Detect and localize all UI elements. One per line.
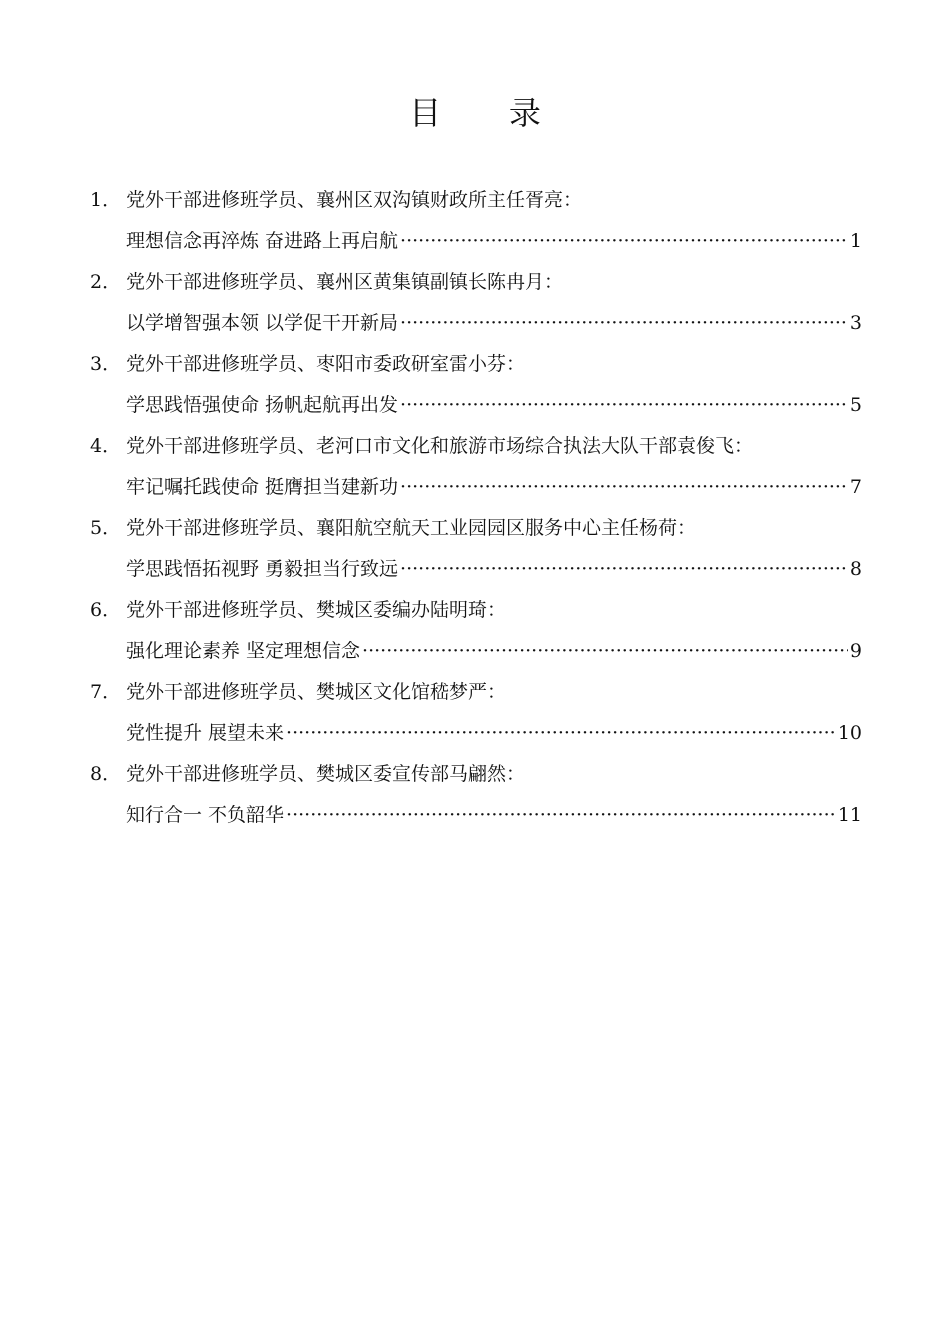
toc-entry-number: 6．	[90, 599, 122, 621]
dot-leader	[400, 221, 848, 262]
toc-entry	[90, 672, 862, 754]
toc-entry-heading	[90, 344, 862, 385]
toc-entry-heading-text: 党外干部进修班学员、老河口市文化和旅游市场综合执法大队干部袁俊飞：	[126, 435, 754, 457]
toc-title: 目 录	[409, 94, 570, 132]
toc-entry-number: 1．	[90, 189, 122, 211]
toc-entry-number: 8．	[90, 763, 122, 785]
toc-entry-number: 5．	[90, 517, 122, 539]
table-of-contents	[90, 180, 862, 836]
toc-entry-subtitle-line[interactable]	[90, 221, 862, 262]
toc-entry-subtitle: 强化理论素养 坚定理想信念	[126, 640, 361, 662]
toc-entry-page-number: 9	[849, 640, 862, 662]
toc-entry-heading-text: 党外干部进修班学员、襄阳航空航天工业园园区服务中心主任杨荷：	[126, 517, 697, 539]
dot-leader	[400, 549, 848, 590]
toc-entry-page-number: 3	[849, 312, 862, 334]
toc-entry-heading-text: 党外干部进修班学员、樊城区文化馆嵇梦严：	[126, 681, 507, 703]
toc-entry	[90, 180, 862, 262]
toc-entry-heading-text: 党外干部进修班学员、枣阳市委政研室雷小芬：	[126, 353, 526, 375]
toc-entry-subtitle-line[interactable]	[90, 713, 862, 754]
toc-entry-heading	[90, 262, 862, 303]
toc-entry-page-number: 1	[849, 230, 862, 252]
toc-entry	[90, 754, 862, 836]
toc-entry-page-number: 10	[837, 722, 862, 744]
toc-entry-subtitle: 以学增智强本领 以学促干开新局	[126, 312, 399, 334]
dot-leader	[400, 303, 848, 344]
toc-entry	[90, 344, 862, 426]
toc-entry-heading-text: 党外干部进修班学员、樊城区委编办陆明琦：	[126, 599, 507, 621]
toc-entry-heading	[90, 590, 862, 631]
toc-entry	[90, 262, 862, 344]
dot-leader	[362, 631, 848, 672]
dot-leader	[400, 385, 848, 426]
toc-entry-subtitle: 党性提升 展望未来	[126, 722, 285, 744]
toc-entry	[90, 590, 862, 672]
toc-entry-number: 4．	[90, 435, 122, 457]
toc-entry-number: 3．	[90, 353, 122, 375]
dot-leader	[400, 467, 848, 508]
dot-leader	[286, 795, 836, 836]
toc-entry-heading	[90, 672, 862, 713]
toc-entry-heading-text: 党外干部进修班学员、襄州区黄集镇副镇长陈冉月：	[126, 271, 564, 293]
toc-entry-number: 2．	[90, 271, 122, 293]
toc-entry	[90, 508, 862, 590]
toc-entry-subtitle-line[interactable]	[90, 549, 862, 590]
toc-entry-subtitle-line[interactable]	[90, 303, 862, 344]
dot-leader	[286, 713, 836, 754]
toc-entry-page-number: 5	[849, 394, 862, 416]
toc-entry-subtitle: 学思践悟强使命 扬帆起航再出发	[126, 394, 399, 416]
toc-entry-page-number: 8	[849, 558, 862, 580]
toc-entry-page-number: 11	[837, 804, 862, 826]
toc-entry-subtitle-line[interactable]	[90, 467, 862, 508]
toc-entry-subtitle: 学思践悟拓视野 勇毅担当行致远	[126, 558, 399, 580]
toc-entry-heading	[90, 754, 862, 795]
toc-entry-subtitle-line[interactable]	[90, 795, 862, 836]
toc-entry-subtitle: 知行合一 不负韶华	[126, 804, 285, 826]
toc-entry-heading	[90, 508, 862, 549]
toc-entry	[90, 426, 862, 508]
toc-entry-heading	[90, 180, 862, 221]
toc-entry-heading-text: 党外干部进修班学员、襄州区双沟镇财政所主任胥亮：	[126, 189, 583, 211]
toc-entry-subtitle: 理想信念再淬炼 奋进路上再启航	[126, 230, 399, 252]
toc-entry-heading-text: 党外干部进修班学员、樊城区委宣传部马翩然：	[126, 763, 526, 785]
toc-entry-page-number: 7	[849, 476, 862, 498]
toc-entry-subtitle: 牢记嘱托践使命 挺膺担当建新功	[126, 476, 399, 498]
toc-entry-number: 7．	[90, 681, 122, 703]
toc-entry-heading	[90, 426, 862, 467]
toc-entry-subtitle-line[interactable]	[90, 631, 862, 672]
toc-entry-subtitle-line[interactable]	[90, 385, 862, 426]
